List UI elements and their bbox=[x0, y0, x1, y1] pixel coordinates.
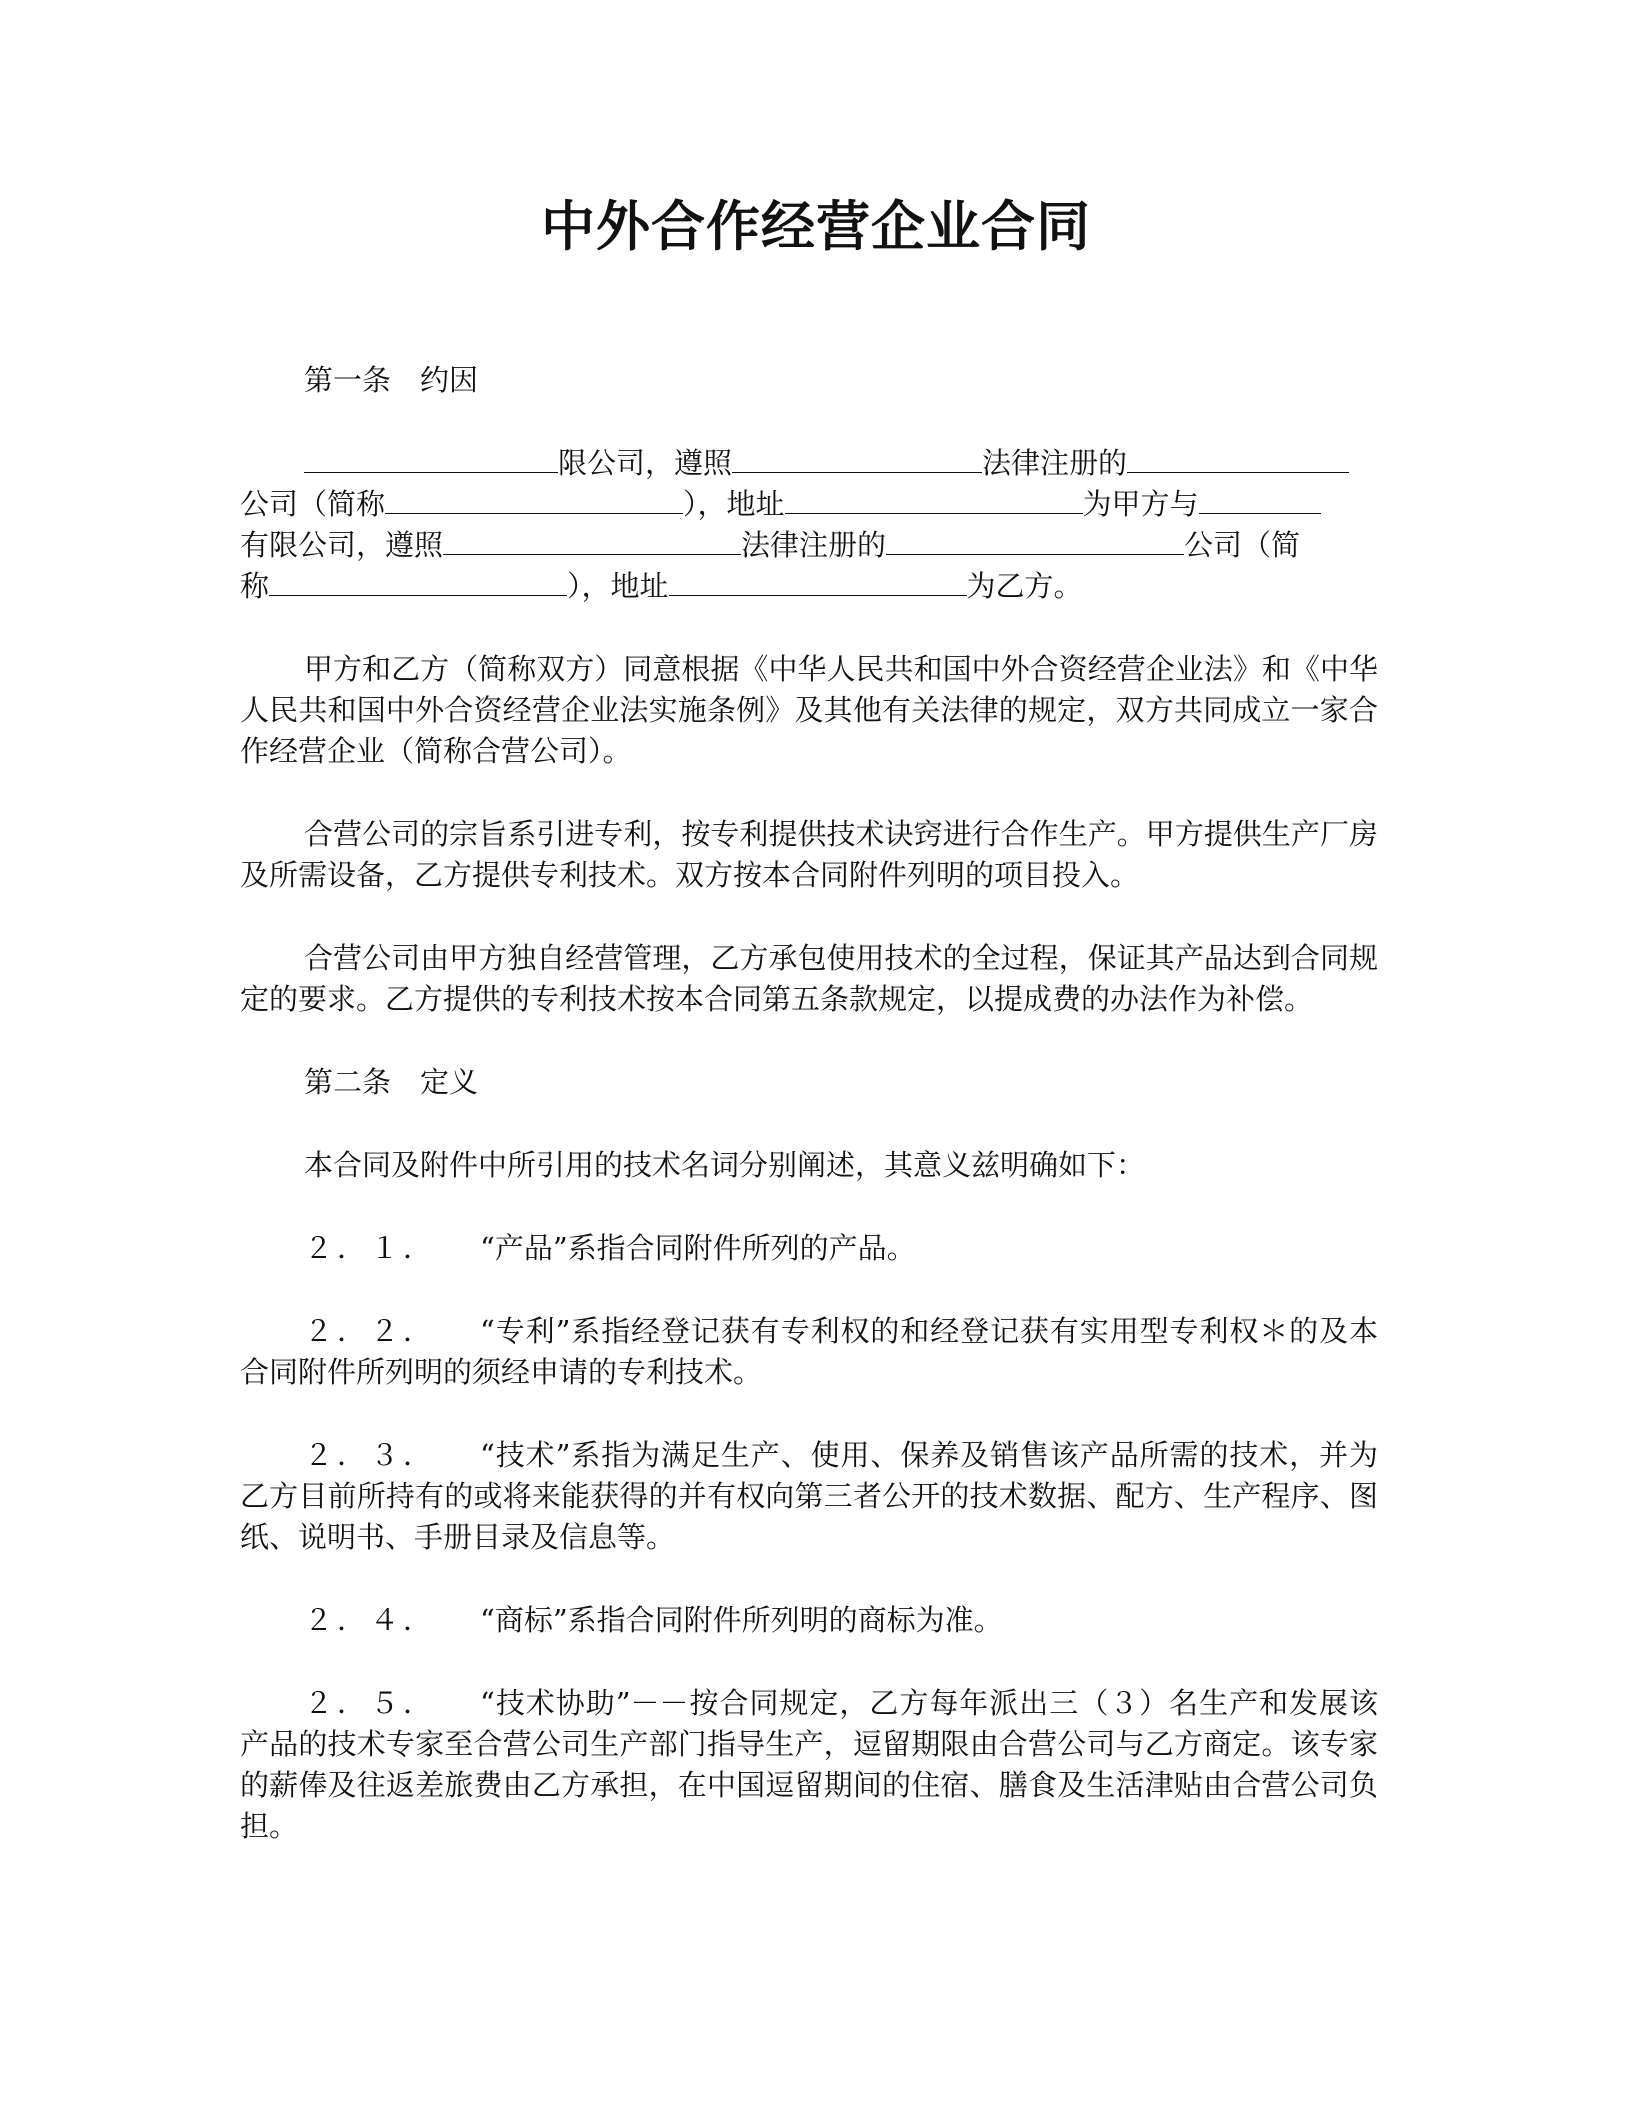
parties-text: 公司（简 bbox=[1184, 528, 1301, 562]
parties-text: 法律注册的 bbox=[741, 528, 887, 562]
spacer bbox=[240, 1020, 1378, 1062]
parties-text: 有限公司，遵照 bbox=[240, 528, 444, 562]
blank-field bbox=[443, 526, 741, 555]
blank-field bbox=[304, 444, 558, 473]
clause-2-5 bbox=[240, 1683, 1378, 1847]
parties-line-4 bbox=[240, 566, 1378, 607]
clause-number: ２．２． bbox=[304, 1314, 437, 1348]
blank-field bbox=[886, 526, 1184, 555]
spacer bbox=[240, 1186, 1378, 1228]
blank-field bbox=[1199, 485, 1321, 514]
article-2-intro: 本合同及附件中所引用的技术名词分别阐述，其意义兹明确如下： bbox=[304, 1148, 1146, 1182]
clause-number: ２．３． bbox=[304, 1438, 437, 1472]
spacer bbox=[240, 896, 1378, 938]
clause-number: ２．４． bbox=[304, 1603, 437, 1637]
parties-text: ），地址 bbox=[683, 487, 785, 521]
article-2-heading: 第二条 定义 bbox=[304, 1065, 479, 1099]
parties-text: 公司（简称 bbox=[240, 487, 386, 521]
clause-text: “技术”系指为满足生产、使用、保养及销售该产品所需的技术，并为乙方目前所持有的或将来能获得的并有权向第三者公开的技术数据、配方、生产程序、图纸、说明书、手册目录及信息等。 bbox=[240, 1438, 1378, 1554]
spacer bbox=[240, 1393, 1378, 1435]
clause-number: ２．１． bbox=[304, 1231, 437, 1265]
parties-text: ），地址 bbox=[567, 569, 669, 603]
clause-text: “技术协助”－－按合同规定，乙方每年派出三（３）名生产和发展该产品的技术专家至合营公司生产部门指导生产，逗留期限由合营公司与乙方商定。该专家的薪俸及往返差旅费由乙方承担，在中国逗留期间的住宿、膳食及生活津贴由合营公司负担。 bbox=[240, 1686, 1378, 1843]
blank-field bbox=[732, 444, 982, 473]
clause-text: “商标”系指合同附件所列明的商标为准。 bbox=[480, 1603, 1003, 1637]
parties-text: 限公司，遵照 bbox=[558, 446, 733, 480]
spacer bbox=[240, 1269, 1378, 1311]
clause-text: “产品”系指合同附件所列的产品。 bbox=[480, 1231, 916, 1265]
clause-number: ２．５． bbox=[304, 1686, 437, 1720]
article-1-paragraph-2: 合营公司的宗旨系引进专利，按专利提供技术诀窍进行合作生产。甲方提供生产厂房及所需设备，乙方提供专利技术。双方按本合同附件列明的项目投入。 bbox=[240, 817, 1378, 892]
article-1-heading: 第一条 约因 bbox=[304, 363, 479, 397]
blank-field bbox=[1127, 444, 1349, 473]
blank-field bbox=[669, 567, 967, 596]
blank-field bbox=[385, 485, 683, 514]
clause-2-2 bbox=[240, 1311, 1378, 1393]
blank-field bbox=[269, 567, 567, 596]
parties-line-2 bbox=[240, 484, 1378, 525]
spacer bbox=[240, 1641, 1378, 1683]
parties-text: 为乙方。 bbox=[966, 569, 1083, 603]
document-body bbox=[240, 360, 1378, 1847]
spacer bbox=[240, 772, 1378, 814]
clause-text: “专利”系指经登记获有专利权的和经登记获有实用型专利权＊的及本合同附件所列明的须经申请的专利技术。 bbox=[240, 1314, 1378, 1389]
parties-text: 称 bbox=[240, 569, 270, 603]
parties-text: 法律注册的 bbox=[982, 446, 1128, 480]
parties-line-1 bbox=[240, 443, 1378, 484]
clause-2-1 bbox=[240, 1228, 1378, 1269]
spacer bbox=[240, 607, 1378, 649]
document-title: 中外合作经营企业合同 bbox=[541, 195, 1091, 258]
clause-2-4 bbox=[240, 1600, 1378, 1641]
clause-2-3 bbox=[240, 1435, 1378, 1558]
spacer bbox=[240, 1103, 1378, 1145]
parties-line-3 bbox=[240, 525, 1378, 566]
parties-text: 为甲方与 bbox=[1082, 487, 1199, 521]
article-1-paragraph-3: 合营公司由甲方独自经营管理，乙方承包使用技术的全过程，保证其产品达到合同规定的要求。乙方提供的专利技术按本合同第五条款规定，以提成费的办法作为补偿。 bbox=[240, 941, 1378, 1016]
spacer bbox=[240, 1558, 1378, 1600]
spacer bbox=[240, 401, 1378, 443]
parties-block bbox=[240, 443, 1378, 607]
article-1-paragraph-1: 甲方和乙方（简称双方）同意根据《中华人民共和国中外合资经营企业法》和《中华人民共和国中外合资经营企业法实施条例》及其他有关法律的规定，双方共同成立一家合作经营企业（简称合营公司）。 bbox=[240, 652, 1378, 768]
blank-field bbox=[785, 485, 1083, 514]
